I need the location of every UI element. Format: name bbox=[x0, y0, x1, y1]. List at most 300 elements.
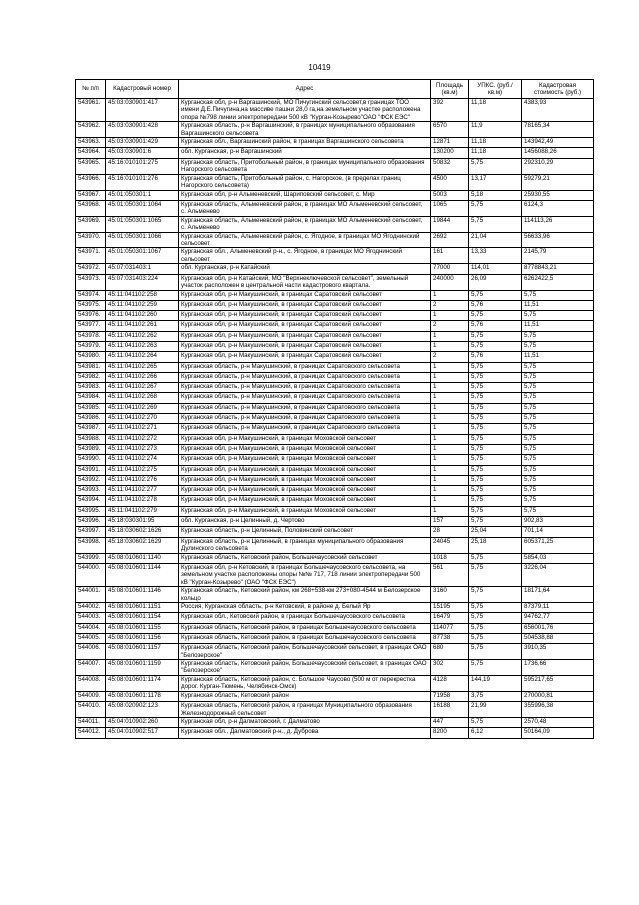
area-cell: 6570 bbox=[431, 122, 469, 138]
upks-cell: 5,75 bbox=[469, 475, 522, 485]
area-cell: 1 bbox=[431, 414, 469, 424]
address-cell: Курганская область, Притобольный район, в границах муниципального образования Нагорского сельсовета bbox=[179, 158, 431, 174]
table-row bbox=[76, 352, 594, 362]
cadastral-number-cell: 45:11:041102:259 bbox=[106, 300, 179, 310]
cadastral-number-cell: 45:08:010601:1178 bbox=[106, 691, 179, 701]
upks-cell: 5,76 bbox=[469, 352, 522, 362]
table-row bbox=[76, 660, 594, 676]
cadastral-number-cell: 45:11:041102:274 bbox=[106, 455, 179, 465]
row-number-cell: 543985. bbox=[76, 403, 106, 413]
area-cell: 392 bbox=[431, 99, 469, 122]
area-cell: 1 bbox=[431, 372, 469, 382]
cadastral-value-cell: 5,75 bbox=[522, 393, 594, 403]
area-cell: 1 bbox=[431, 331, 469, 341]
address-cell: Курганская обл, р-н Катайский, МО "Верхнеключевской сельсовет", земельный участок расположен в центральной части кадастрового квартала. bbox=[179, 274, 431, 290]
upks-cell: 5,75 bbox=[469, 200, 522, 216]
address-cell: Курганская область, р-н Макушинский, в границах Саратовского сельсовета bbox=[179, 372, 431, 382]
area-cell: 1018 bbox=[431, 553, 469, 563]
cadastral-number-cell: 45:08:010601:1146 bbox=[106, 587, 179, 603]
row-number-cell: 544000. bbox=[76, 563, 106, 586]
upks-cell: 5,75 bbox=[469, 290, 522, 300]
row-number-cell: 543981. bbox=[76, 362, 106, 372]
table-row bbox=[76, 563, 594, 586]
header-cadastral-number: Кадастровый номер bbox=[106, 80, 179, 99]
table-row bbox=[76, 372, 594, 382]
row-number-cell: 543976. bbox=[76, 311, 106, 321]
area-cell: 561 bbox=[431, 563, 469, 586]
address-cell: Курганская область, р-н Макушинский, в границах Саратовского сельсовета bbox=[179, 414, 431, 424]
area-cell: 19844 bbox=[431, 216, 469, 232]
area-cell: 1 bbox=[431, 424, 469, 434]
upks-cell: 5,75 bbox=[469, 414, 522, 424]
address-cell: Курганская область, Кетовский район, Большечаусовский сельсовет, в границах ОАО "Белозерское" bbox=[179, 660, 431, 676]
upks-cell: 13,33 bbox=[469, 248, 522, 264]
cadastral-number-cell: 45:08:010601:1159 bbox=[106, 660, 179, 676]
address-cell: Курганская область, Альменевский район, с. Ягодное, в границах МО Ягоднинский сельсовет bbox=[179, 232, 431, 248]
address-cell: Курганская обл, р-н Варгашинский, МО Пичугинский сельсовет,в границах ТОО имени Д.Е.Пичугина,на массиве пашни 28,0 га,на земельном участке расположена опора №798 линии электропередачи 500 кВ "Курган-Козырево"ОАО "ФСК ЕЭС" bbox=[179, 99, 431, 122]
cadastral-value-cell: 5,75 bbox=[522, 403, 594, 413]
upks-cell: 5,75 bbox=[469, 623, 522, 633]
cadastral-value-cell: 87379,11 bbox=[522, 602, 594, 612]
upks-cell: 5,75 bbox=[469, 362, 522, 372]
cadastral-number-cell: 45:04:010902:517 bbox=[106, 728, 179, 738]
row-number-cell: 544010. bbox=[76, 702, 106, 718]
address-cell: Курганская область, р-н Макушинский, в границах Саратовского сельсовета bbox=[179, 383, 431, 393]
row-number-cell: 543988. bbox=[76, 434, 106, 444]
cadastral-number-cell: 45:01:050301:1 bbox=[106, 190, 179, 200]
cadastral-number-cell: 45:08:010601:1140 bbox=[106, 553, 179, 563]
area-cell: 1 bbox=[431, 496, 469, 506]
address-cell: Курганская обл, р-н Далматовский, г. Далматово bbox=[179, 717, 431, 727]
table-row bbox=[76, 158, 594, 174]
upks-cell: 5,75 bbox=[469, 613, 522, 623]
upks-cell: 6,12 bbox=[469, 728, 522, 738]
cadastral-value-cell: 1456088,26 bbox=[522, 148, 594, 158]
area-cell: 5003 bbox=[431, 190, 469, 200]
table-row bbox=[76, 455, 594, 465]
table-row bbox=[76, 465, 594, 475]
cadastral-number-cell: 45:11:041102:278 bbox=[106, 496, 179, 506]
address-cell: Курганская обл, р-н Макушинский, в границах Моховской сельсовет bbox=[179, 475, 431, 485]
cadastral-value-cell: 292310,29 bbox=[522, 158, 594, 174]
area-cell: 1 bbox=[431, 290, 469, 300]
area-cell: 1 bbox=[431, 475, 469, 485]
area-cell: 1 bbox=[431, 311, 469, 321]
cadastral-number-cell: 45:16:010101:275 bbox=[106, 158, 179, 174]
table-row bbox=[76, 691, 594, 701]
table-row bbox=[76, 99, 594, 122]
cadastral-value-cell: 5,75 bbox=[522, 475, 594, 485]
row-number-cell: 543966. bbox=[76, 174, 106, 190]
upks-cell: 5,75 bbox=[469, 216, 522, 232]
address-cell: Курганская обл, р-н Макушинский, в границах Саратовский сельсовет bbox=[179, 321, 431, 331]
cadastral-value-cell: 50164,09 bbox=[522, 728, 594, 738]
row-number-cell: 543995. bbox=[76, 506, 106, 516]
cadastral-number-cell: 45:08:010601:1174 bbox=[106, 675, 179, 691]
address-cell: обл. Курганская, р-н Катайский bbox=[179, 264, 431, 274]
row-number-cell: 544002. bbox=[76, 602, 106, 612]
table-row bbox=[76, 486, 594, 496]
table-row bbox=[76, 424, 594, 434]
area-cell: 87738 bbox=[431, 633, 469, 643]
address-cell: Курганская область, р-н Макушинский, в границах Саратовского сельсовета bbox=[179, 403, 431, 413]
cadastral-value-cell: 1736,66 bbox=[522, 660, 594, 676]
row-number-cell: 543980. bbox=[76, 352, 106, 362]
cadastral-number-cell: 45:11:041102:271 bbox=[106, 424, 179, 434]
row-number-cell: 543979. bbox=[76, 341, 106, 351]
row-number-cell: 544006. bbox=[76, 644, 106, 660]
row-number-cell: 543977. bbox=[76, 321, 106, 331]
cadastral-value-cell: 5,75 bbox=[522, 486, 594, 496]
address-cell: Курганская область, р-н Макушинский, в границах Саратовского сельсовета bbox=[179, 424, 431, 434]
address-cell: Курганская область, Кетовский район, в границах Муниципального образования Железнодорожный сельсовет bbox=[179, 702, 431, 718]
header-number: № п/п bbox=[76, 80, 106, 99]
address-cell: Курганская область, Кетовский район bbox=[179, 691, 431, 701]
cadastral-number-cell: 45:01:050301:1066 bbox=[106, 232, 179, 248]
row-number-cell: 543961. bbox=[76, 99, 106, 122]
upks-cell: 5,75 bbox=[469, 506, 522, 516]
table-row bbox=[76, 341, 594, 351]
row-number-cell: 543986. bbox=[76, 414, 106, 424]
cadastral-value-cell: 5,75 bbox=[522, 414, 594, 424]
table-row bbox=[76, 393, 594, 403]
cadastral-number-cell: 45:11:041102:265 bbox=[106, 362, 179, 372]
cadastral-number-cell: 45:08:010601:1156 bbox=[106, 633, 179, 643]
table-row bbox=[76, 537, 594, 553]
row-number-cell: 543975. bbox=[76, 300, 106, 310]
cadastral-number-cell: 45:08:010601:1144 bbox=[106, 563, 179, 586]
address-cell: Курганская обл, р-н Макушинский, в границах Саратовский сельсовет bbox=[179, 331, 431, 341]
row-number-cell: 543963. bbox=[76, 138, 106, 148]
cadastral-value-cell: 94762,77 bbox=[522, 613, 594, 623]
table-row bbox=[76, 290, 594, 300]
cadastral-value-cell: 5,75 bbox=[522, 311, 594, 321]
header-area: Площадь (кв.м) bbox=[431, 80, 469, 99]
cadastral-number-cell: 45:07:031403:224 bbox=[106, 274, 179, 290]
table-row bbox=[76, 623, 594, 633]
address-cell: Россия, Курганская область, р-н Кетовский, в районе д. Белый Яр bbox=[179, 602, 431, 612]
area-cell: 1 bbox=[431, 506, 469, 516]
row-number-cell: 543984. bbox=[76, 393, 106, 403]
address-cell: Курганская обл, р-н Макушинский, в границах Саратовский сельсовет bbox=[179, 300, 431, 310]
area-cell: 16188 bbox=[431, 702, 469, 718]
cadastral-value-cell: 143942,49 bbox=[522, 138, 594, 148]
cadastral-value-cell: 902,83 bbox=[522, 517, 594, 527]
row-number-cell: 543989. bbox=[76, 444, 106, 454]
address-cell: Курганская обл, р-н Макушинский, в границах Моховской сельсовет bbox=[179, 455, 431, 465]
area-cell: 2 bbox=[431, 300, 469, 310]
cadastral-number-cell: 45:11:041102:266 bbox=[106, 372, 179, 382]
cadastral-number-cell: 45:01:050301:1064 bbox=[106, 200, 179, 216]
cadastral-value-cell: 701,14 bbox=[522, 527, 594, 537]
cadastral-value-cell: 11,51 bbox=[522, 300, 594, 310]
cadastral-value-cell: 6262422,5 bbox=[522, 274, 594, 290]
row-number-cell: 543978. bbox=[76, 331, 106, 341]
upks-cell: 5,75 bbox=[469, 553, 522, 563]
upks-cell: 3,75 bbox=[469, 691, 522, 701]
cadastral-number-cell: 45:08:020902:123 bbox=[106, 702, 179, 718]
cadastral-value-cell: 5,75 bbox=[522, 383, 594, 393]
row-number-cell: 544003. bbox=[76, 613, 106, 623]
area-cell: 1 bbox=[431, 434, 469, 444]
address-cell: Курганская область, р-н Целинный, в границах муниципального образования Дулинского сельсовета bbox=[179, 537, 431, 553]
upks-cell: 5,75 bbox=[469, 717, 522, 727]
upks-cell: 5,75 bbox=[469, 517, 522, 527]
table-row bbox=[76, 728, 594, 738]
table-row bbox=[76, 414, 594, 424]
address-cell: Курганская обл, р-н Макушинский, в границах Саратовский сельсовет bbox=[179, 352, 431, 362]
address-cell: Курганская область, Притобольный район, с. Нагорское, (в пределах границ Нагорского сельсовета) bbox=[179, 174, 431, 190]
area-cell: 77000 bbox=[431, 264, 469, 274]
cadastral-number-cell: 45:11:041102:258 bbox=[106, 290, 179, 300]
upks-cell: 5,75 bbox=[469, 393, 522, 403]
area-cell: 1 bbox=[431, 362, 469, 372]
row-number-cell: 543971. bbox=[76, 248, 106, 264]
cadastral-number-cell: 45:11:041102:277 bbox=[106, 486, 179, 496]
table-body bbox=[76, 99, 594, 739]
cadastral-number-cell: 45:11:041102:262 bbox=[106, 331, 179, 341]
row-number-cell: 543983. bbox=[76, 383, 106, 393]
upks-cell: 5,76 bbox=[469, 300, 522, 310]
cadastral-value-cell: 5854,03 bbox=[522, 553, 594, 563]
upks-cell: 11,18 bbox=[469, 148, 522, 158]
row-number-cell: 543970. bbox=[76, 232, 106, 248]
cadastral-number-cell: 45:11:041102:269 bbox=[106, 403, 179, 413]
area-cell: 302 bbox=[431, 660, 469, 676]
address-cell: Курганская область, Кетовский район, км 268+538-км 273+080-4544 м Белозерское кольцо bbox=[179, 587, 431, 603]
upks-cell: 5,75 bbox=[469, 587, 522, 603]
table-row bbox=[76, 122, 594, 138]
address-cell: Курганская обл., Кетовский район, в границах Большечаусовского сельсовета bbox=[179, 613, 431, 623]
cadastral-number-cell: 45:11:041102:260 bbox=[106, 311, 179, 321]
upks-cell: 21,99 bbox=[469, 702, 522, 718]
upks-cell: 5,75 bbox=[469, 341, 522, 351]
cadastral-number-cell: 45:16:010101:276 bbox=[106, 174, 179, 190]
area-cell: 4500 bbox=[431, 174, 469, 190]
table-row bbox=[76, 506, 594, 516]
address-cell: Курганская область, Альменевский район, в границах МО Альменевский сельсовет, с. Альменево bbox=[179, 200, 431, 216]
cadastral-number-cell: 45:01:050301:1065 bbox=[106, 216, 179, 232]
table-row bbox=[76, 138, 594, 148]
table-row bbox=[76, 362, 594, 372]
upks-cell: 5,75 bbox=[469, 311, 522, 321]
table-row bbox=[76, 702, 594, 718]
upks-cell: 5,75 bbox=[469, 444, 522, 454]
cadastral-number-cell: 45:18:030301:95 bbox=[106, 517, 179, 527]
table-row bbox=[76, 717, 594, 727]
area-cell: 2 bbox=[431, 321, 469, 331]
table-row bbox=[76, 613, 594, 623]
cadastral-value-cell: 5,75 bbox=[522, 434, 594, 444]
cadastral-value-cell: 5,75 bbox=[522, 496, 594, 506]
area-cell: 157 bbox=[431, 517, 469, 527]
address-cell: Курганская обл., Далматовский р-н., д. Дуброва bbox=[179, 728, 431, 738]
row-number-cell: 543999. bbox=[76, 553, 106, 563]
cadastral-value-cell: 605371,25 bbox=[522, 537, 594, 553]
cadastral-number-cell: 45:11:041102:263 bbox=[106, 341, 179, 351]
row-number-cell: 544005. bbox=[76, 633, 106, 643]
table-row bbox=[76, 496, 594, 506]
row-number-cell: 544012. bbox=[76, 728, 106, 738]
address-cell: Курганская обл, р-н Макушинский, в границах Моховской сельсовет bbox=[179, 486, 431, 496]
cadastral-value-cell: 11,51 bbox=[522, 321, 594, 331]
row-number-cell: 543987. bbox=[76, 424, 106, 434]
area-cell: 447 bbox=[431, 717, 469, 727]
table-row bbox=[76, 200, 594, 216]
upks-cell: 11,18 bbox=[469, 99, 522, 122]
table-row bbox=[76, 383, 594, 393]
area-cell: 16479 bbox=[431, 613, 469, 623]
area-cell: 71958 bbox=[431, 691, 469, 701]
row-number-cell: 543990. bbox=[76, 455, 106, 465]
upks-cell: 25,18 bbox=[469, 537, 522, 553]
cadastral-value-cell: 78165,34 bbox=[522, 122, 594, 138]
cadastral-value-cell: 6124,3 bbox=[522, 200, 594, 216]
area-cell: 24045 bbox=[431, 537, 469, 553]
area-cell: 1 bbox=[431, 486, 469, 496]
row-number-cell: 543967. bbox=[76, 190, 106, 200]
table-row bbox=[76, 587, 594, 603]
upks-cell: 5,75 bbox=[469, 644, 522, 660]
cadastral-number-cell: 45:11:041102:268 bbox=[106, 393, 179, 403]
cadastral-value-cell: 5,75 bbox=[522, 444, 594, 454]
row-number-cell: 543969. bbox=[76, 216, 106, 232]
table-row bbox=[76, 434, 594, 444]
row-number-cell: 544007. bbox=[76, 660, 106, 676]
area-cell: 1 bbox=[431, 403, 469, 413]
address-cell: Курганская обл, р-н Макушинский, в границах Саратовский сельсовет bbox=[179, 311, 431, 321]
cadastral-value-cell: 2570,48 bbox=[522, 717, 594, 727]
address-cell: Курганская область, Кетовский район, в границах Большечаусовского сельсовета bbox=[179, 623, 431, 633]
cadastral-number-cell: 45:01:050301:1067 bbox=[106, 248, 179, 264]
upks-cell: 144,19 bbox=[469, 675, 522, 691]
row-number-cell: 544004. bbox=[76, 623, 106, 633]
table-row bbox=[76, 644, 594, 660]
header-cadastral-value: Кадастровая стоимость (руб.) bbox=[522, 80, 594, 99]
table-row bbox=[76, 475, 594, 485]
area-cell: 4128 bbox=[431, 675, 469, 691]
upks-cell: 5,75 bbox=[469, 486, 522, 496]
row-number-cell: 544009. bbox=[76, 691, 106, 701]
area-cell: 8200 bbox=[431, 728, 469, 738]
area-cell: 680 bbox=[431, 644, 469, 660]
cadastral-value-cell: 11,51 bbox=[522, 352, 594, 362]
row-number-cell: 543998. bbox=[76, 537, 106, 553]
cadastral-number-cell: 45:08:010601:1155 bbox=[106, 623, 179, 633]
area-cell: 240000 bbox=[431, 274, 469, 290]
area-cell: 130200 bbox=[431, 148, 469, 158]
table-row bbox=[76, 274, 594, 290]
row-number-cell: 543972. bbox=[76, 264, 106, 274]
upks-cell: 21,04 bbox=[469, 232, 522, 248]
upks-cell: 11,9 bbox=[469, 122, 522, 138]
upks-cell: 11,18 bbox=[469, 138, 522, 148]
cadastral-value-cell: 59279,21 bbox=[522, 174, 594, 190]
address-cell: Курганская обл, р-н Макушинский, в границах Моховской сельсовет bbox=[179, 444, 431, 454]
table-row bbox=[76, 633, 594, 643]
cadastral-value-cell: 270000,81 bbox=[522, 691, 594, 701]
cadastral-number-cell: 45:11:041102:267 bbox=[106, 383, 179, 393]
cadastral-number-cell: 45:18:030602:1629 bbox=[106, 537, 179, 553]
table-header-row bbox=[76, 80, 594, 99]
table-row bbox=[76, 331, 594, 341]
address-cell: Курганская обл, р-н Макушинский, в границах Моховской сельсовет bbox=[179, 496, 431, 506]
table-row bbox=[76, 148, 594, 158]
address-cell: Курганская обл., Варгашинский район, в границах Варгашинского сельсовета bbox=[179, 138, 431, 148]
cadastral-number-cell: 45:08:010601:1157 bbox=[106, 644, 179, 660]
cadastral-number-cell: 45:11:041102:264 bbox=[106, 352, 179, 362]
cadastral-value-cell: 2145,79 bbox=[522, 248, 594, 264]
header-upks: УПКС. (руб./кв.м) bbox=[469, 80, 522, 99]
cadastral-value-cell: 5,75 bbox=[522, 331, 594, 341]
address-cell: Курганская область, Альменевский район, в границах МО Альменевский сельсовет, с. Альменево bbox=[179, 216, 431, 232]
address-cell: Курганская обл, р-н Макушинский, в границах Моховской сельсовет bbox=[179, 465, 431, 475]
area-cell: 3160 bbox=[431, 587, 469, 603]
area-cell: 1 bbox=[431, 393, 469, 403]
upks-cell: 5,76 bbox=[469, 321, 522, 331]
cadastral-value-cell: 8778843,21 bbox=[522, 264, 594, 274]
address-cell: Курганская область, р-н Макушинский, в границах Саратовского сельсовета bbox=[179, 362, 431, 372]
area-cell: 1 bbox=[431, 465, 469, 475]
area-cell: 12871 bbox=[431, 138, 469, 148]
row-number-cell: 544008. bbox=[76, 675, 106, 691]
cadastral-number-cell: 45:03:030901:429 bbox=[106, 138, 179, 148]
table-row bbox=[76, 553, 594, 563]
area-cell: 1 bbox=[431, 444, 469, 454]
table-row bbox=[76, 403, 594, 413]
upks-cell: 5,75 bbox=[469, 602, 522, 612]
cadastral-value-cell: 18171,64 bbox=[522, 587, 594, 603]
row-number-cell: 544001. bbox=[76, 587, 106, 603]
area-cell: 1 bbox=[431, 455, 469, 465]
header-address: Адрес bbox=[179, 80, 431, 99]
upks-cell: 5,75 bbox=[469, 434, 522, 444]
table-row bbox=[76, 248, 594, 264]
upks-cell: 5,18 bbox=[469, 190, 522, 200]
cadastral-value-cell: 504538,88 bbox=[522, 633, 594, 643]
table-row bbox=[76, 300, 594, 310]
upks-cell: 5,75 bbox=[469, 465, 522, 475]
row-number-cell: 543994. bbox=[76, 496, 106, 506]
cadastral-number-cell: 45:11:041102:273 bbox=[106, 444, 179, 454]
cadastral-value-cell: 5,75 bbox=[522, 372, 594, 382]
row-number-cell: 543991. bbox=[76, 465, 106, 475]
address-cell: Курганская область, Кетовский район, с. Большое Чаусово (500 м от перекрестка дорог. Курган-Тюмень, Челябинск-Омск) bbox=[179, 675, 431, 691]
cadastral-number-cell: 45:11:041102:270 bbox=[106, 414, 179, 424]
cadastral-number-cell: 45:11:041102:275 bbox=[106, 465, 179, 475]
table-row bbox=[76, 444, 594, 454]
area-cell: 114077 bbox=[431, 623, 469, 633]
cadastral-table bbox=[75, 79, 594, 739]
address-cell: Курганская область, Кетовский район, в границах Большечаусовского сельсовета bbox=[179, 633, 431, 643]
table-row bbox=[76, 602, 594, 612]
address-cell: Курганская обл, р-н Макушинский, в границах Саратовский сельсовет bbox=[179, 341, 431, 351]
row-number-cell: 543974. bbox=[76, 290, 106, 300]
table-row bbox=[76, 675, 594, 691]
upks-cell: 5,75 bbox=[469, 455, 522, 465]
upks-cell: 25,04 bbox=[469, 527, 522, 537]
upks-cell: 5,75 bbox=[469, 633, 522, 643]
cadastral-value-cell: 114113,26 bbox=[522, 216, 594, 232]
address-cell: Курганская обл, р-н Макушинский, в границах Саратовский сельсовет bbox=[179, 290, 431, 300]
cadastral-value-cell: 3910,35 bbox=[522, 644, 594, 660]
address-cell: Курганская обл., Альменевский р-н., с. Ягодное, в границах МО Ягоднинский сельсовет bbox=[179, 248, 431, 264]
cadastral-value-cell: 355996,38 bbox=[522, 702, 594, 718]
upks-cell: 5,75 bbox=[469, 424, 522, 434]
cadastral-value-cell: 5,75 bbox=[522, 455, 594, 465]
cadastral-number-cell: 45:04:010902:260 bbox=[106, 717, 179, 727]
cadastral-value-cell: 5,75 bbox=[522, 290, 594, 300]
